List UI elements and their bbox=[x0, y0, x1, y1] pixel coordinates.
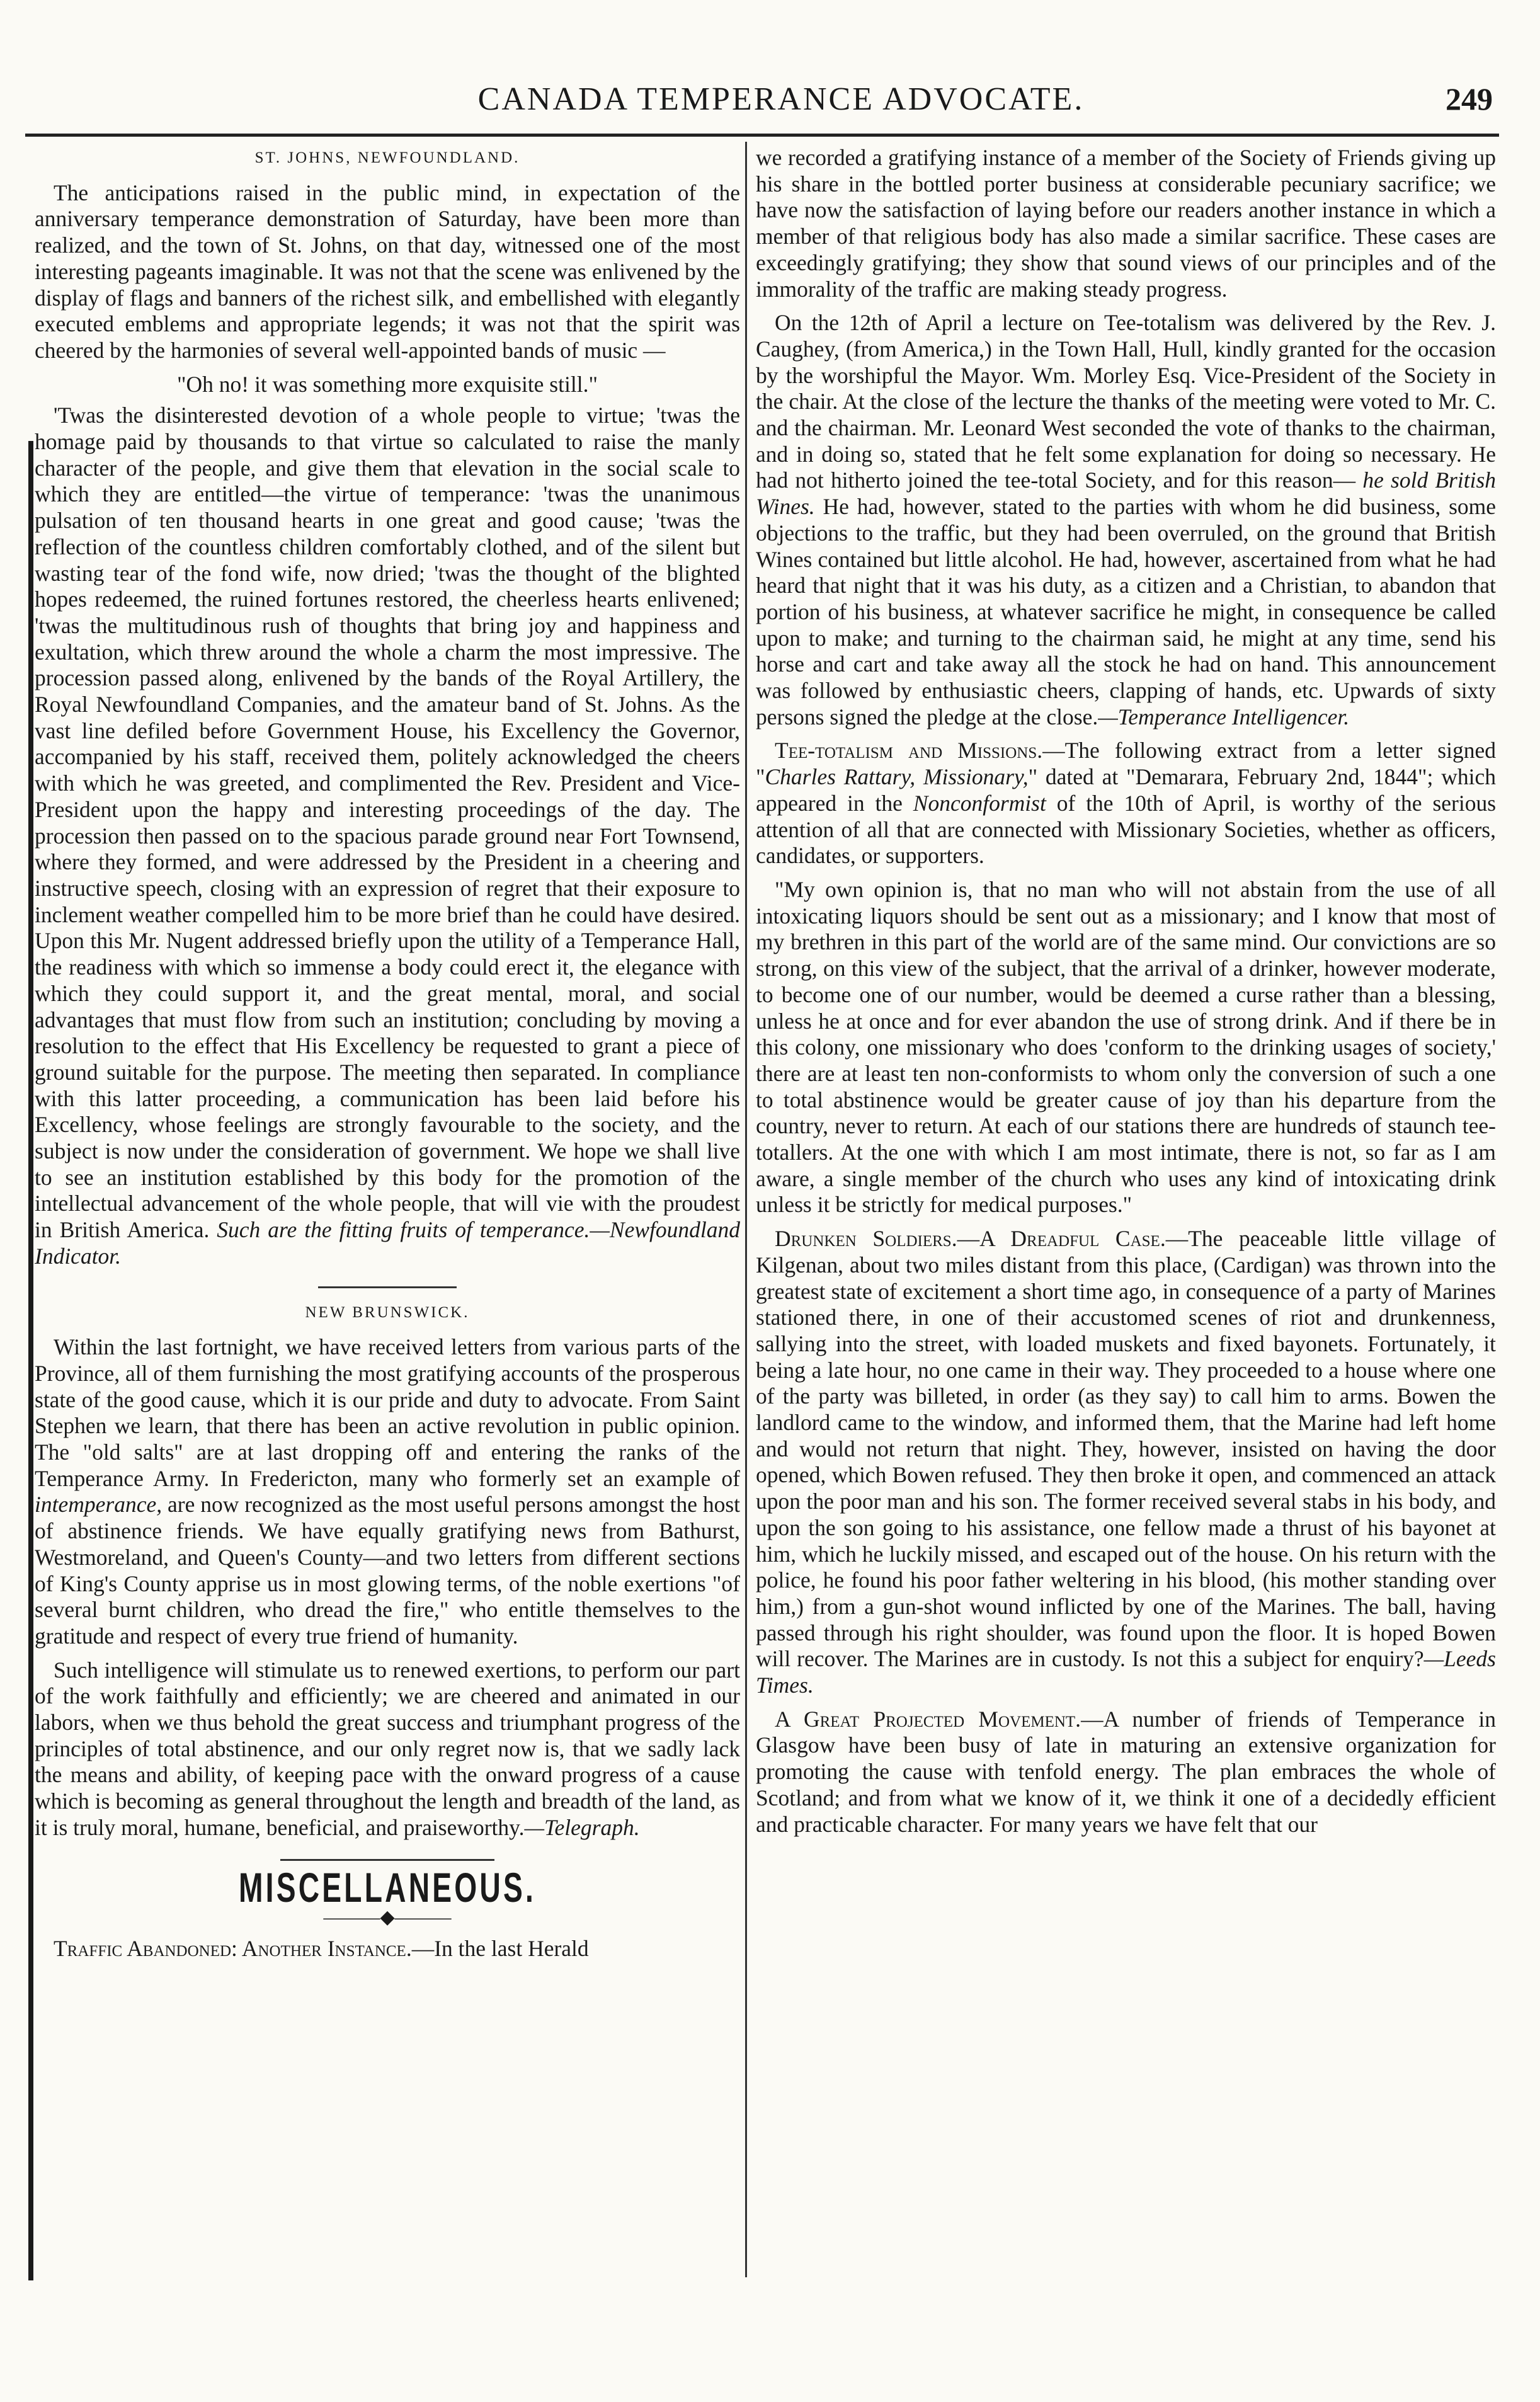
masthead-title: CANADA TEMPERANCE ADVOCATE. bbox=[477, 81, 1085, 117]
stjohns-heading: ST. JOHNS, NEWFOUNDLAND. bbox=[254, 149, 520, 166]
right-paragraph-1: we recorded a gratifying instance of a member of the Society of Friends giving up his share in the bottled porter business at considerable pecuniary sacrifice; we have now the satisfaction of laying before our readers another instance in which a member of that religious body has also made a similar sacrifice. These cases are exceedingly gratifying; they show that sound views of our principles and of the immorality of the traffic are making steady progress. bbox=[756, 145, 1496, 302]
p5-body: —The peaceable little village of Kilgenan, about two miles distant from this place, (Cardigan) was thrown into the greatest state of excitement a short time ago, in consequence of a party of Marines stationed there, in one of their accustomed scenes of riot and drunkenness, sallying into the street, with loaded muskets and fixed bayonets. Fortunately, it being a late hour, no one came in their way. They proceeded to a house where one of the party was billeted, in order (as they say) to call him to arms. Bowen the landlord came to the window, and informed them, that the Marine had left home and would not return that night. They, however, insisted on having the door opened, which Bowen refused. They then broke it open, and commenced an attack upon the poor man and his son. The former received several stabs in his body, and upon the son going to his assistance, one fellow made a thrust of his bayonet at him, which he luckily missed, and escaped out of the house. On his return with the police, he found his poor father weltering in his blood, (his mother standing over him,) from a gun-shot wound inflicted by one of the Marines. The ball, having passed through his right shoulder, was found upon the floor. It is hoped Bowen will recover. The Marines are in custody. Is not this a subject for enquiry? bbox=[756, 1226, 1496, 1672]
p3-emphasis-1: Charles Rattary, Missionary, bbox=[765, 764, 1029, 790]
section-rule bbox=[318, 1286, 457, 1288]
p2-emphasis: he sold British Wines. bbox=[756, 467, 1497, 520]
p3-lead: Tee-totalism and Missions. bbox=[775, 738, 1043, 763]
p3-body-b: " dated at "Demarara, February 2nd, 1844"; which appeared in the bbox=[756, 764, 1496, 816]
right-paragraph-3 bbox=[756, 738, 1496, 869]
p6-lead: A Great Projected Movement. bbox=[775, 1706, 1081, 1732]
p6-body: —A number of friends of Temperance in Glasgow have been busy of late in maturing an extensive organization for promoting the cause with tenfold energy. The plan embraces the whole of Scotland; and from what we know of it, we think it one of a decidedly efficient and practicable character. For many years we have felt that our bbox=[756, 1706, 1496, 1837]
stjohns-paragraph-1: The anticipations raised in the public mind, in expectation of the anniversary temperance demonstration of Saturday, have been more than realized, and the town of St. Johns, on that day, witnessed one of the most interesting pageants imaginable. It was not that the scene was enlivened by the display of flags and banners of the richest silk, and embellished with elegantly executed emblems and appropriate legends; it was not that the spirit was cheered by the harmonies of several well-appointed bands of music — bbox=[35, 180, 740, 363]
page-number: 249 bbox=[1446, 81, 1493, 117]
p2-body-a: On the 12th of April a lecture on Tee-totalism was delivered by the Rev. J. Caughey, (from America,) in the Town Hall, Hull, kindly granted for the occasion by the worshipful the Mayor. Wm. Morley Esq. Vice-President of the Society in the chair. At the close of the lecture the thanks of the meeting were voted to Mr. C. and the chairman. Mr. Leonard West seconded the vote of thanks to the chairman, and in doing so, stated that he felt some explanation for doing so necessary. He had not hitherto joined the tee-total Society, and for this reason— bbox=[756, 310, 1496, 493]
left-column bbox=[35, 145, 740, 1970]
p2-body-b: He had, however, stated to the parties with whom he did business, some objections to the traffic, but they had been overruled, on the ground that British Wines contained but little alcohol. He had, however, ascertained from what he had heard that night that it was his duty, as a citizen and a Christian, to abandon that portion of his business, at whatever sacrifice he might, in consequence be called upon to make; and turning to the chairman said, he might at any time, send his horse and cart and take away all the stock he had on hand. This announcement was followed by enthusiastic cheers, clapping of hands, etc. Upwards of sixty persons signed the pledge at the close. bbox=[756, 494, 1496, 729]
right-paragraph-5 bbox=[756, 1226, 1496, 1699]
section-rule-2 bbox=[280, 1859, 494, 1861]
miscellaneous-title: MISCELLANEOUS. bbox=[238, 1863, 537, 1911]
traffic-lead: Traffic Abandoned: Another Instance. bbox=[54, 1936, 412, 1961]
nb-paragraph-1 bbox=[35, 1334, 740, 1649]
stjohns-body: 'Twas the disinterested devotion of a whole people to virtue; 'twas the homage paid by thousands to that virtue so calculated to raise the manly character of the people, and give them that elevation in the social scale to which they are entitled—the virtue of temperance: 'twas the unanimous pulsation of ten thousand hearts in one great and good cause; 'twas the reflection of the countless children comfortably clothed, and of the silent but wasting tear of the fond wife, now dried; 'twas the thought of the blighted hopes redeemed, the ruined fortunes restored, the cheerless hearts enlivened; 'twas the multitudinous rush of thoughts that bring joy and happiness and exultation, which threw around the whole a charm the most impressive. The procession passed along, enlivened by the bands of the Royal Artillery, the Royal Newfoundland Companies, and the amateur band of St. Johns. As the vast line defiled before Government House, his Excellency the Governor, accompanied by his staff, received them, politely acknowledged the cheers with which he was greeted, and complimented the Rev. President and Vice-President upon the happy and interesting proceedings of the day. The procession then passed on to the spacious parade ground near Fort Townsend, where they formed, and were addressed by the President in a cheering and instructive speech, closing with an expression of regret that their exposure to inclement weather compelled him to be more brief than he could have desired. Upon this Mr. Nugent addressed briefly upon the utility of a Temperance Hall, the readiness with which so immense a body could erect it, the elegance with which they could support it, and the great mental, moral, and social advantages that must flow from such an institution; concluding by moving a resolution to the effect that His Excellency be requested to grant a piece of ground suitable for the purpose. The meeting then separated. In compliance with this latter proceeding, a communication has been laid before his Excellency, whose feelings are strongly favourable to the society, and the subject is now under the consideration of government. We hope we shall live to see an institution established by this body for the promotion of the intellectual advancement of the whole people, that will vie with the proudest in British America. bbox=[35, 403, 740, 1243]
stjohns-source: Such are the fitting fruits of temperance.—Newfoundland Indicator. bbox=[35, 1217, 740, 1269]
nb-emphasis: intemperance, bbox=[35, 1492, 163, 1518]
stjohns-paragraph-2 bbox=[35, 403, 740, 1269]
nb-body-1: Within the last fortnight, we have received letters from various parts of the Province, all of them furnishing the most gratifying accounts of the prosperous state of the good cause, which it is our pride and duty to advocate. From Saint Stephen we learn, that there has been an active revolution in public opinion. The "old salts" are at last dropping off and entering the ranks of the Temperance Army. In Fredericton, many who formerly set an example of bbox=[35, 1334, 740, 1491]
right-paragraph-2 bbox=[756, 310, 1496, 730]
nb-paragraph-2 bbox=[35, 1657, 740, 1841]
page-edge-shadow bbox=[28, 441, 33, 2280]
p3-body-c: of the 10th of April, is worthy of the serious attention of all that are connected with Missionary Societies, whether as officers, candidates, or supporters. bbox=[756, 790, 1497, 869]
ornament-divider: ———◆——— bbox=[323, 1907, 452, 1928]
right-column bbox=[756, 145, 1496, 1845]
nb-heading: NEW BRUNSWICK. bbox=[305, 1303, 470, 1321]
p2-source: —Temperance Intelligencer. bbox=[1098, 704, 1350, 729]
p5-lead: Drunken Soldiers.—A Dreadful Case. bbox=[775, 1226, 1166, 1252]
nb-body-1-rest: are now recognized as the most useful persons amongst the host of abstinence friends. We have equally gratifying news from Bathurst, Westmoreland, and Queen's County—and two letters from different sections of King's County apprise us in most glowing terms, of the noble exertions "of several burnt children, who dread the fire," who entitle themselves to the gratitude and respect of every true friend of humanity. bbox=[35, 1492, 741, 1649]
right-paragraph-4: "My own opinion is, that no man who will not abstain from the use of all intoxicating liquors should be sent out as a missionary; and I know that most of my brethren in this part of the world are of the same mind. Our convictions are so strong, on this view of the subject, that the arrival of a drinker, however moderate, to become one of our number, would be deemed a curse rather than a blessing, unless he at once and for ever abandon the use of strong drink. And if there be in this colony, one missionary who does 'conform to the drinking usages of society,' there are at least ten non-conformists to whom only the conversion of such a one to total abstinence would be greater cause of joy than his departure from the country, never to return. At each of our stations there are hundreds of staunch tee-totallers. At the one with which I am most intimate, there is not, so far as I am aware, a single member of the church who uses any kind of intoxicating drink unless it be strictly for medical purposes." bbox=[756, 876, 1496, 1218]
traffic-paragraph bbox=[35, 1936, 740, 1962]
p3-body-a: —The following extract from a letter signed " bbox=[756, 738, 1496, 790]
column-divider bbox=[745, 142, 747, 2277]
header-rule bbox=[25, 134, 1499, 137]
traffic-text: —In the last Herald bbox=[411, 1936, 589, 1961]
right-paragraph-6 bbox=[756, 1707, 1496, 1838]
nb-source: —Telegraph. bbox=[524, 1814, 640, 1840]
p3-emphasis-2: Nonconformist bbox=[913, 790, 1046, 816]
nb-body-2: Such intelligence will stimulate us to renewed exertions, to perform our part of the work faithfully and efficiently; we are cheered and animated in our labors, when we thus behold the great success and triumphant progress of the principles of total abstinence, and our only regret now is, that we sadly lack the means and ability, of keeping pace with the onward progress of a cause which is becoming as general throughout the length and breadth of the land, as it is truly moral, humane, beneficial, and praiseworthy. bbox=[35, 1657, 740, 1840]
verse-quote: "Oh no! it was something more exquisite still." bbox=[177, 371, 598, 397]
p5-source: —Leeds Times. bbox=[756, 1646, 1496, 1698]
